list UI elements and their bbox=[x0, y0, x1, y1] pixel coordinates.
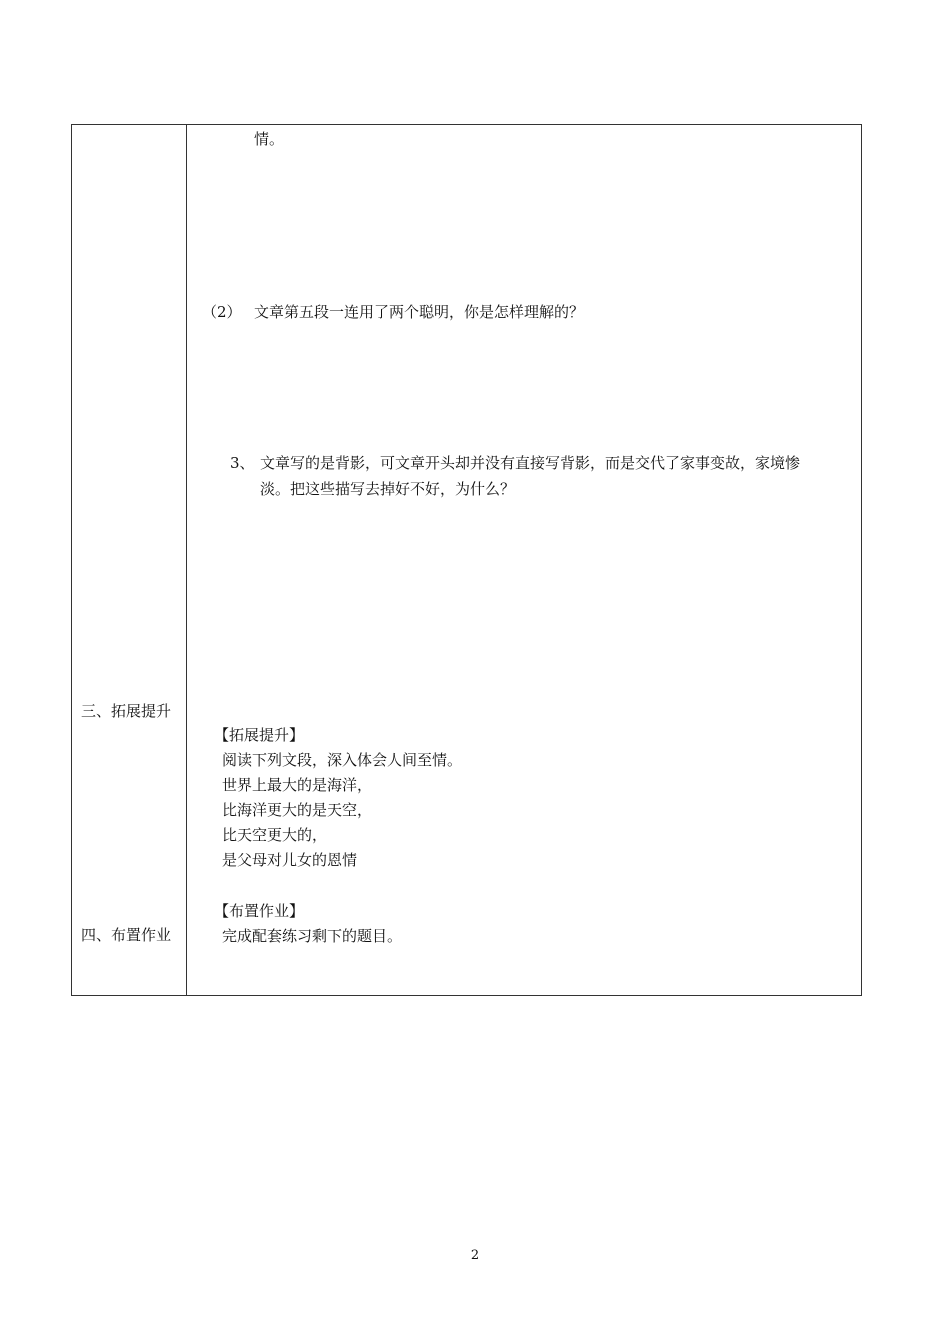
extension-heading: 【拓展提升】 bbox=[214, 726, 305, 744]
extension-line: 阅读下列文段，深入体会人间至情。 bbox=[222, 751, 463, 769]
extension-line: 是父母对儿女的恩情 bbox=[222, 851, 358, 869]
question-3-line1: 文章写的是背影，可文章开头却并没有直接写背影，而是交代了家事变故，家境惨 bbox=[260, 454, 801, 472]
page-number: 2 bbox=[470, 1248, 480, 1263]
homework-heading: 【布置作业】 bbox=[214, 902, 305, 920]
question-2-number: （2） bbox=[202, 303, 242, 321]
extension-line: 比天空更大的， bbox=[222, 826, 328, 844]
question-3-number: 3、 bbox=[230, 454, 255, 472]
question-3-line2: 淡。把这些描写去掉好不好，为什么？ bbox=[260, 480, 516, 498]
lesson-table bbox=[71, 124, 862, 996]
continuation-text: 情。 bbox=[254, 130, 285, 148]
question-2-text: 文章第五段一连用了两个聪明，你是怎样理解的？ bbox=[254, 303, 585, 321]
extension-line: 世界上最大的是海洋， bbox=[222, 776, 373, 794]
extension-line: 比海洋更大的是天空， bbox=[222, 801, 373, 819]
column-divider bbox=[186, 125, 187, 995]
section-label-extension: 三、拓展提升 bbox=[81, 702, 172, 720]
section-label-homework: 四、布置作业 bbox=[81, 926, 172, 944]
homework-text: 完成配套练习剩下的题目。 bbox=[222, 927, 403, 945]
